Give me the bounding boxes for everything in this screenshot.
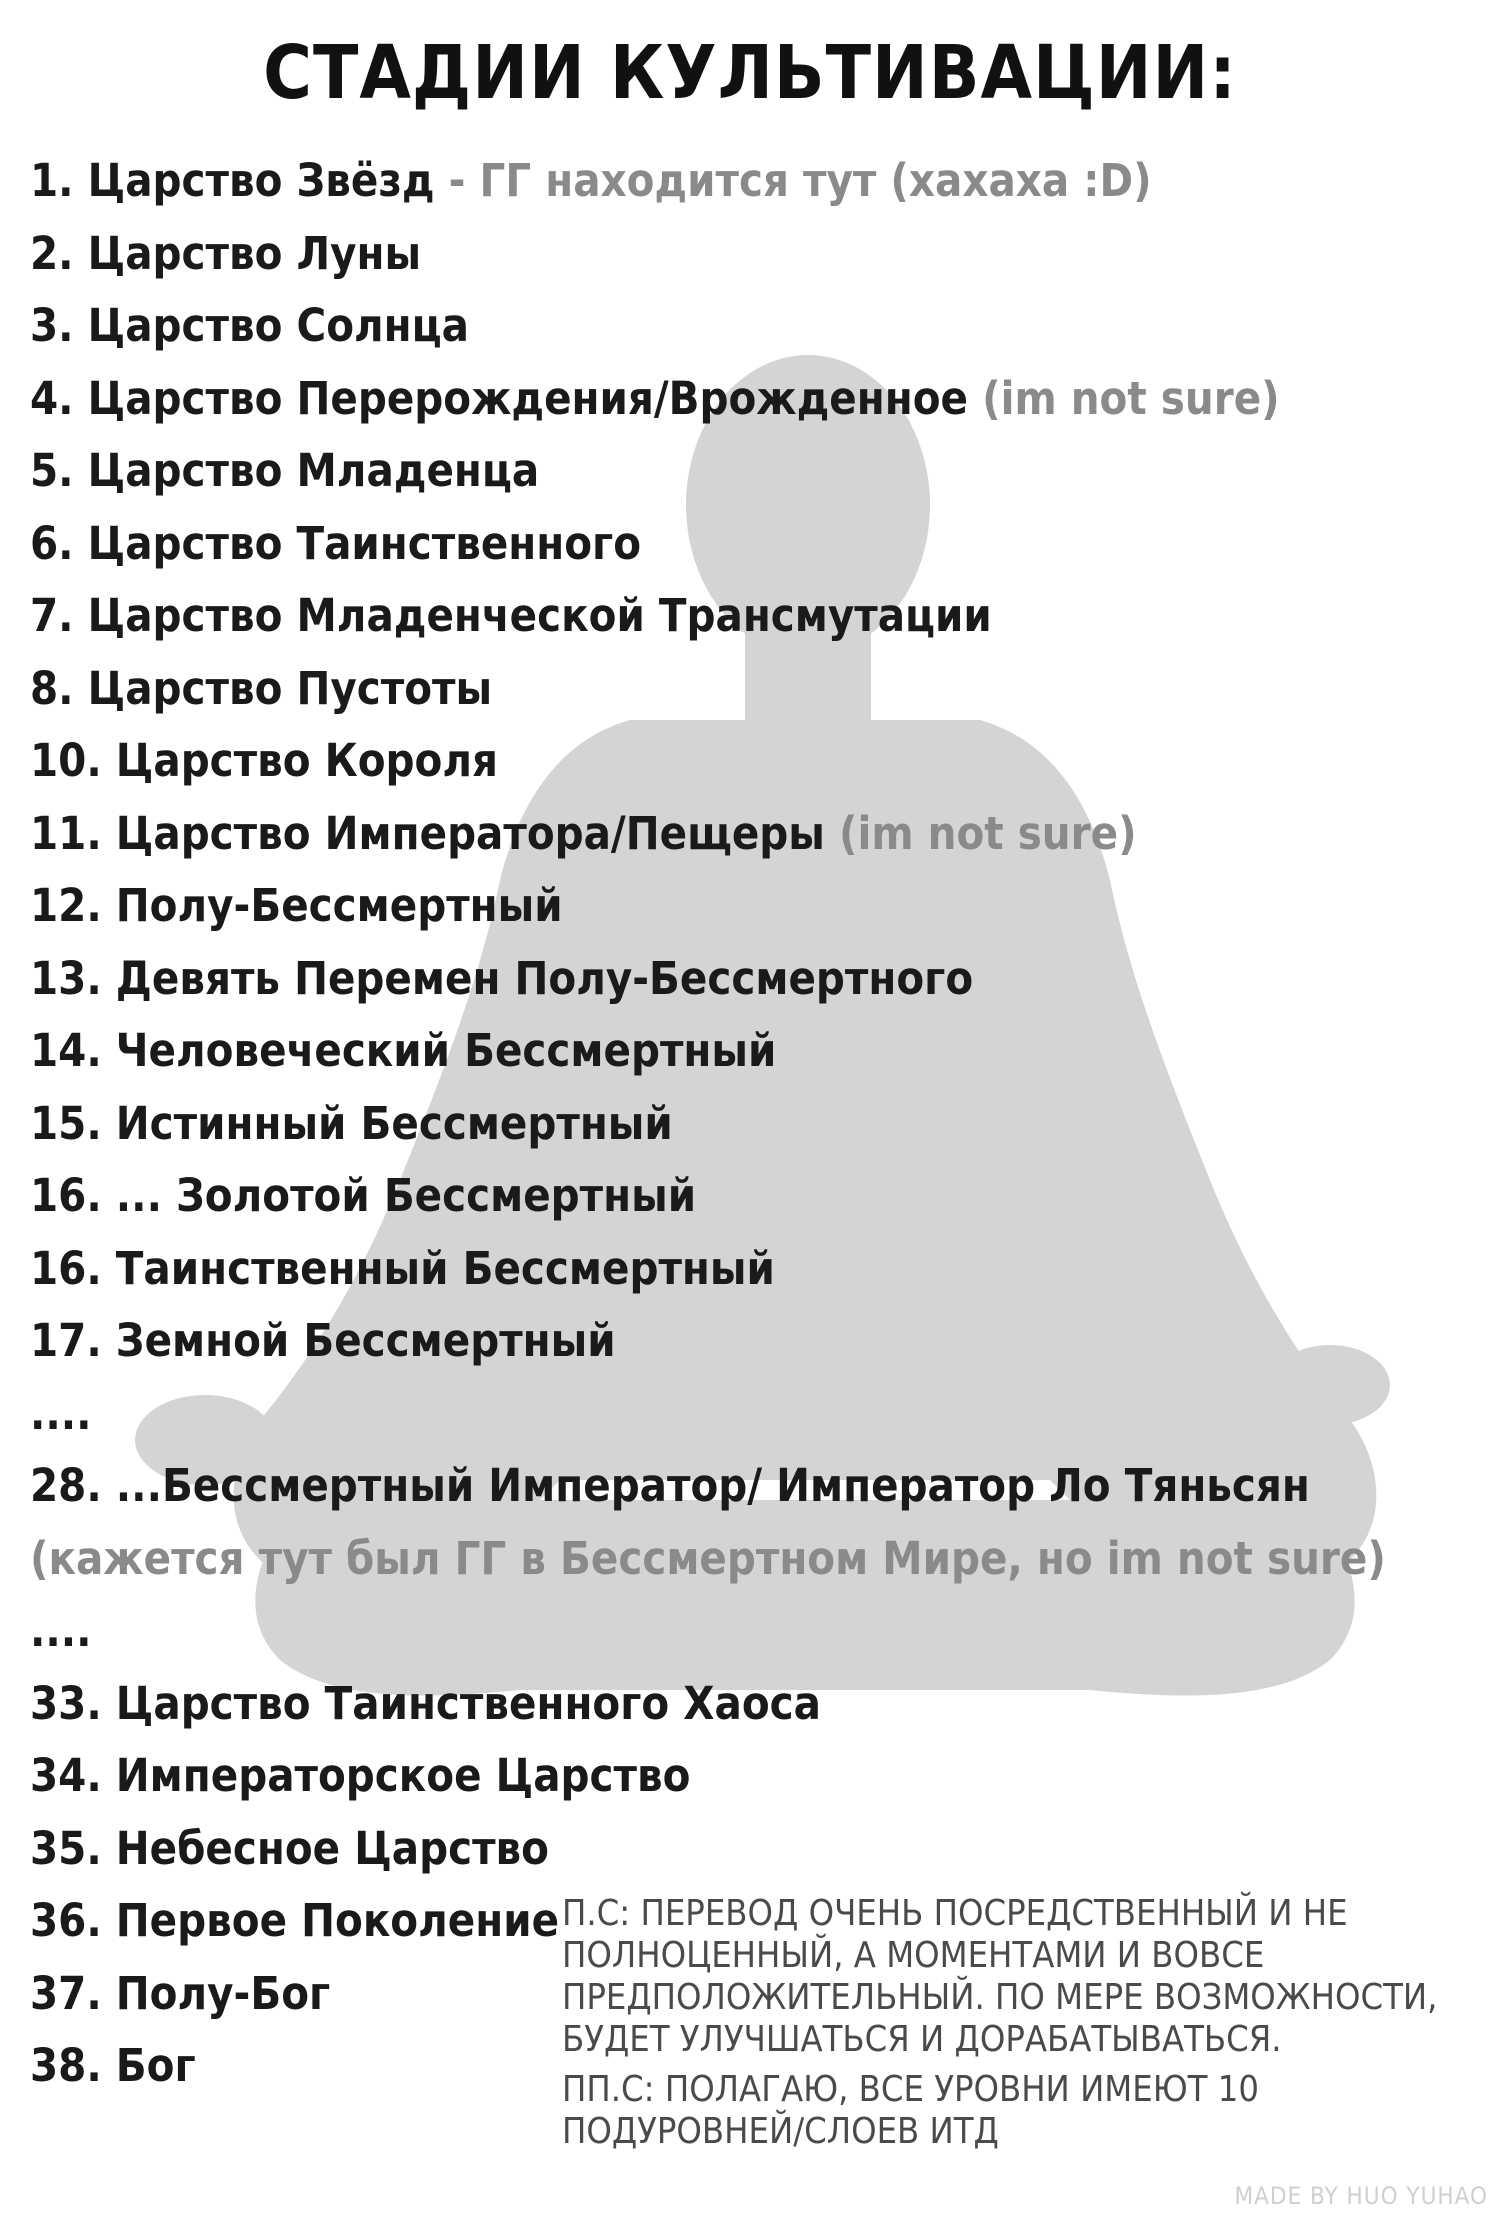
stage-item-6 xyxy=(30,508,1470,581)
page-title: СТАДИИ КУЛЬТИВАЦИИ: xyxy=(263,30,1237,116)
stage-item-13 xyxy=(30,943,1470,1016)
stage-note: (кажется тут был ГГ в Бессмертном Мире, но im not sure) xyxy=(30,1531,1386,1585)
stage-label: 15. Истинный Бессмертный xyxy=(30,1096,673,1150)
ps-note: П.С: ПЕРЕВОД ОЧЕНЬ ПОСРЕДСТВЕННЫЙ И НЕ ПОЛНОЦЕННЫЙ, А МОМЕНТАМИ И ВОВСЕ ПРЕДПОЛОЖИТЕЛЬНЫЙ. ПО МЕРЕ ВОЗМОЖНОСТИ, БУДЕТ УЛУЧШАТЬСЯ И ДОРАБАТЫВАТЬСЯ. xyxy=(562,1893,1438,2060)
pps-note: ПП.С: ПОЛАГАЮ, ВСЕ УРОВНИ ИМЕЮТ 10 ПОДУРОВНЕЙ/СЛОЕВ ИТД xyxy=(562,2069,1259,2152)
stage-label: 1. Царство Звёзд xyxy=(30,154,435,207)
stage-label: 14. Человеческий Бессмертный xyxy=(30,1024,777,1077)
stage-label: 36. Первое Поколение xyxy=(30,1894,560,1947)
stage-note: (im not sure) xyxy=(824,806,1137,860)
stage-item-2 xyxy=(30,218,1470,291)
stage-label: 12. Полу-Бессмертный xyxy=(30,879,563,932)
stage-label: 16. ... Золотой Бессмертный xyxy=(30,1169,697,1222)
stage-note: - ГГ находится тут (хахаха :D) xyxy=(434,154,1152,207)
stage-label: .... xyxy=(30,1604,92,1657)
stage-label: 35. Небесное Царство xyxy=(30,1821,549,1875)
stage-label: 2. Царство Луны xyxy=(30,226,422,280)
translator-notes xyxy=(562,1893,1442,2161)
stage-label: 28. ...Бессмертный Император/ Император Ло Тяньсян xyxy=(30,1459,1310,1512)
stage-item-28 xyxy=(30,1450,1470,1595)
stage-item-35 xyxy=(30,1813,1470,1886)
stage-item-16a xyxy=(30,1160,1470,1233)
credit-watermark: MADE BY HUO YUHAO xyxy=(1234,2182,1488,2210)
stage-label: 6. Царство Таинственного xyxy=(30,516,642,570)
stage-item-16b xyxy=(30,1233,1470,1306)
stage-note: (im not sure) xyxy=(968,371,1280,425)
stage-item-7 xyxy=(30,580,1470,653)
stage-label: 38. Бог xyxy=(30,2039,196,2092)
stage-label: 16. Таинственный Бессмертный xyxy=(30,1241,775,1295)
stage-label: 8. Царство Пустоты xyxy=(30,661,493,715)
stage-label: .... xyxy=(30,1386,92,1440)
stage-label: 3. Царство Солнца xyxy=(30,299,469,352)
stage-label: 37. Полу-Бог xyxy=(30,1966,331,2020)
stage-label: 33. Царство Таинственного Хаоса xyxy=(30,1676,821,1730)
stage-item-8 xyxy=(30,653,1470,726)
stage-item-33 xyxy=(30,1668,1470,1741)
stage-label: 10. Царство Короля xyxy=(30,734,499,787)
stage-item-17 xyxy=(30,1305,1470,1378)
stage-label: 7. Царство Младенческой Трансмутации xyxy=(30,589,992,642)
stage-ellipsis xyxy=(30,1378,1470,1451)
stage-item-12 xyxy=(30,870,1470,943)
stage-label: 13. Девять Перемен Полу-Бессмертного xyxy=(30,951,974,1005)
stage-item-10 xyxy=(30,725,1470,798)
stage-item-1 xyxy=(30,145,1470,218)
stage-ellipsis xyxy=(30,1595,1470,1668)
stage-label: 11. Царство Императора/Пещеры xyxy=(30,806,825,860)
stage-item-4 xyxy=(30,363,1470,436)
stage-label: 5. Царство Младенца xyxy=(30,444,540,497)
stage-item-14 xyxy=(30,1015,1470,1088)
stage-label: 4. Царство Перерождения/Врожденное xyxy=(30,371,968,425)
stage-item-3 xyxy=(30,290,1470,363)
stage-item-34 xyxy=(30,1740,1470,1813)
stages-list xyxy=(30,145,1470,2103)
stage-label: 34. Императорское Царство xyxy=(30,1749,691,1802)
stage-label: 17. Земной Бессмертный xyxy=(30,1314,616,1367)
stage-item-5 xyxy=(30,435,1470,508)
stage-item-11 xyxy=(30,798,1470,871)
stage-item-15 xyxy=(30,1088,1470,1161)
